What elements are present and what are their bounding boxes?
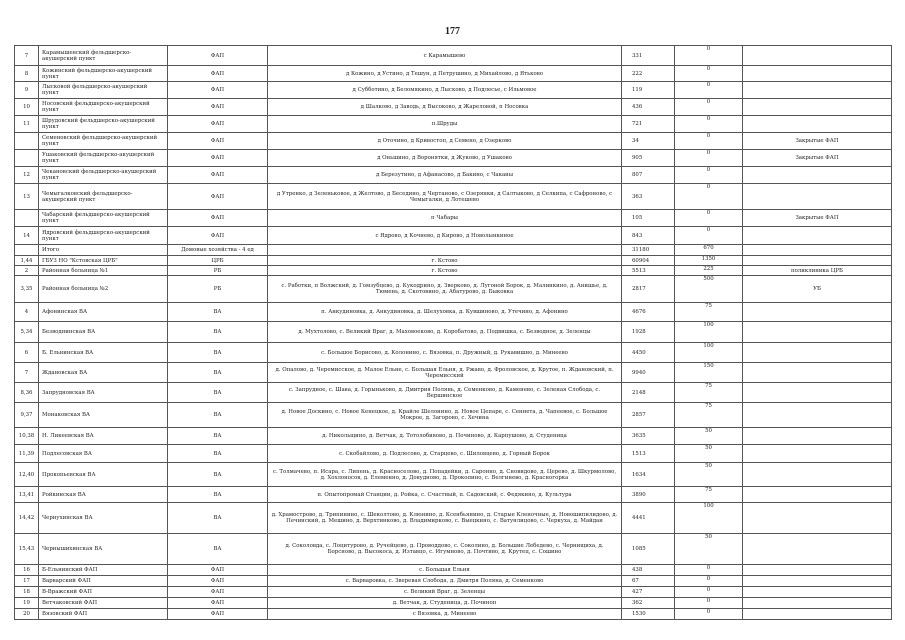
population-cell: 1928 [622,322,675,343]
served-settlements-cell: д. Мухтолово, с. Великий Враг, д. Маховоеково, д. Коробатово, д. Подвишка, с. Безводное, д. Зеленцы [268,322,622,343]
facility-name-cell: В-Вражский ФАП [39,587,168,598]
beds-count-cell: 0 [675,82,743,99]
beds-count-cell: 75 [675,303,743,322]
population-cell: 331 [622,46,675,66]
served-settlements-cell: д. Ветчак, д. Студеница, д. Починоп [268,598,622,609]
population-cell: 9940 [622,363,675,383]
population-cell: 222 [622,66,675,82]
facility-type-cell: ФАП [168,167,268,184]
note-cell [743,322,892,343]
facility-type-cell: ВА [168,463,268,487]
facility-name-cell: Варварский ФАП [39,576,168,587]
served-settlements-cell: с. Скобайлово, д. Подлесово, д. Старцево, с. Шиловцево, д. Горный Борок [268,445,622,463]
served-settlements-cell: с. Варваровка, с. Зверевая Слобода, д. Дмитря Поляна, д. Семенково [268,576,622,587]
facility-type-cell: ВА [168,383,268,403]
row-number-cell: 7 [15,46,39,66]
beds-count-cell: 0 [675,133,743,150]
population-cell: 363 [622,184,675,210]
facility-type-cell: ФАП [168,565,268,576]
table-row [15,363,892,383]
beds-count-cell: 670 [675,245,743,256]
served-settlements-cell: с Ядрово, д Кочнево, д Кирово, д Новолынкиное [268,227,622,245]
facility-type-cell: ФАП [168,587,268,598]
population-cell: 4441 [622,503,675,534]
population-cell: 67 [622,576,675,587]
row-number-cell: 11,39 [15,445,39,463]
population-cell: 2857 [622,403,675,428]
row-number-cell: 5,34 [15,322,39,343]
note-cell [743,46,892,66]
served-settlements-cell: п Чабары [268,210,622,227]
beds-count-cell: 50 [675,445,743,463]
note-cell [743,565,892,576]
beds-count-cell: 0 [675,184,743,210]
facility-name-cell: Безводнинская ВА [39,322,168,343]
row-number-cell: 6 [15,343,39,363]
served-settlements-cell: п.Шруды [268,116,622,133]
note-cell [743,445,892,463]
served-settlements-cell: с. Большая Ельня [268,565,622,576]
note-cell [743,587,892,598]
population-cell: 4450 [622,343,675,363]
beds-count-cell: 225 [675,266,743,276]
row-number-cell: 14,42 [15,503,39,534]
beds-count-cell: 0 [675,210,743,227]
row-number-cell: 18 [15,587,39,598]
note-cell [743,256,892,266]
population-cell: 1513 [622,445,675,463]
row-number-cell [15,133,39,150]
row-number-cell: 9,37 [15,403,39,428]
row-number-cell: 2 [15,266,39,276]
note-cell [743,99,892,116]
row-number-cell: 9 [15,82,39,99]
note-cell [743,82,892,99]
facility-type-cell: ВА [168,445,268,463]
served-settlements-cell: д Оточино, д Кривостоп, д Семено, д Озерково [268,133,622,150]
note-cell [743,463,892,487]
facility-name-cell: ГБУЗ НО "Кстовская ЦРБ" [39,256,168,266]
facility-name-cell: Запрудновская ВА [39,383,168,403]
table-row [15,343,892,363]
facility-type-cell: ВА [168,363,268,383]
row-number-cell: 8 [15,66,39,82]
table-row [15,487,892,503]
table-row [15,82,892,99]
facility-type-cell: ФАП [168,66,268,82]
table-row [15,210,892,227]
beds-count-cell: 0 [675,609,743,620]
row-number-cell: 11 [15,116,39,133]
population-cell: 31180 [622,245,675,256]
row-number-cell: 12 [15,167,39,184]
facility-type-cell: ВА [168,428,268,445]
beds-count-cell: 0 [675,46,743,66]
facility-name-cell: Носовский фельдшерско-акушерский пункт [39,99,168,116]
table-row [15,534,892,565]
note-cell [743,609,892,620]
table-row [15,227,892,245]
served-settlements-cell: д. Соколовда, с. Лоцитурово, д. Ручейцево, д. Проводдово, с. Соколино, д. Большие Лебедево, с. Чернищиха, д. Борсново, д. Высокоса, д. Изтавцо, с. Игумново, д. Почтиво, д. Крутец, с. Сошино [268,534,622,565]
page-number: 177 [445,26,460,37]
facility-type-cell: ФАП [168,184,268,210]
note-cell [743,576,892,587]
beds-count-cell: 0 [675,116,743,133]
served-settlements-cell: д. Храмострово, д. Трипинино, с. Шеколтово, д. Клюнино, д. Ксенбьянино, д. Старые Кленочные, д. Новошипилидово, д. Печинский, д. Мешино, д. Верхтинково, д. Владимирково, с. Выецкино, с. Ватунлицово, с. Черкуха, д. Майдан [268,503,622,534]
table-row [15,428,892,445]
served-settlements-cell: д. Новое Доскино, с. Новое Кенецкое, д. Крайле Шелонино, д. Новое Цепаре, с. Сеннета, д. Чапеевое, с. Большое Мокрое, д. Загорово, с. Хечина [268,403,622,428]
facility-name-cell: Ройкинская ВА [39,487,168,503]
population-cell: 5513 [622,266,675,276]
row-number-cell: 20 [15,609,39,620]
population-cell: 1085 [622,534,675,565]
row-number-cell: 17 [15,576,39,587]
beds-count-cell: 0 [675,587,743,598]
served-settlements-cell: г. Кстово [268,256,622,266]
population-cell: 438 [622,565,675,576]
row-number-cell [15,245,39,256]
table-row [15,463,892,487]
served-settlements-cell: с. Запрудное, с. Шава, д. Горыньково, д. Дмитрия Полянь, д. Семенково, д. Каменево, с. Зеленая Слобода, с. Вершинское [268,383,622,403]
served-settlements-cell: д Утренко, д Зеленьковое, д Желтово, д Беседино, д Чертаново, с Озерянки, д Салтыково, д Селкипа, с Сафроново, с Чемыгалки, д Лотешево [268,184,622,210]
note-cell [743,343,892,363]
table-row [15,184,892,210]
served-settlements-cell: п. Анкудиновка, д. Анкудиновка, д. Шелуховка, д. Кувшиново, д. Утечино, д. Афонино [268,303,622,322]
population-cell: 843 [622,227,675,245]
table-row [15,276,892,303]
beds-count-cell: 150 [675,363,743,383]
facility-name-cell: Н. Ликеевская ВА [39,428,168,445]
beds-count-cell: 100 [675,343,743,363]
served-settlements-cell: с Вязовка, д. Минеево [268,609,622,620]
table-row [15,116,892,133]
row-number-cell: 13,41 [15,487,39,503]
note-cell [743,428,892,445]
facility-type-cell: ФАП [168,150,268,167]
note-cell [743,227,892,245]
row-number-cell: 12,40 [15,463,39,487]
table-row [15,266,892,276]
row-number-cell: 14 [15,227,39,245]
row-number-cell [15,210,39,227]
note-cell [743,184,892,210]
beds-count-cell: 500 [675,276,743,303]
note-cell: Закрытые ФАП [743,210,892,227]
table-row [15,133,892,150]
facility-name-cell: Чабарский фельдшерско-акушерский пункт [39,210,168,227]
note-cell [743,534,892,565]
facility-name-cell: Семеновский фельдшерско-акушерский пункт [39,133,168,150]
facility-type-cell: РБ [168,276,268,303]
population-cell: 34 [622,133,675,150]
facility-name-cell: Ветчаковский ФАП [39,598,168,609]
beds-count-cell: 0 [675,150,743,167]
served-settlements-cell: д Оньшино, д Воронятки, д Жуково, д Ушаково [268,150,622,167]
beds-count-cell: 0 [675,598,743,609]
note-cell: поликлиника ЦРБ [743,266,892,276]
beds-count-cell: 0 [675,576,743,587]
facility-name-cell: Чемыгалковский фельдшерско-акушерский пункт [39,184,168,210]
table-row [15,576,892,587]
note-cell [743,245,892,256]
table-row [15,609,892,620]
facility-type-cell: РБ [168,266,268,276]
note-cell: Закрытые ФАП [743,150,892,167]
note-cell [743,66,892,82]
table-row [15,403,892,428]
population-cell: 3635 [622,428,675,445]
table-row [15,445,892,463]
table-row [15,256,892,266]
facility-type-cell: Домовые хозяйства - 4 ед [168,245,268,256]
served-settlements-cell: с. Великий Враг, д. Зеленцы [268,587,622,598]
row-number-cell: 10,38 [15,428,39,445]
row-number-cell: 7 [15,363,39,383]
note-cell: УБ [743,276,892,303]
population-cell: 1634 [622,463,675,487]
note-cell [743,363,892,383]
facility-name-cell: Ядровский фельдшерско-акушерский пункт [39,227,168,245]
population-cell: 60904 [622,256,675,266]
facility-name-cell: Районная больница №2 [39,276,168,303]
note-cell [743,303,892,322]
row-number-cell: 13 [15,184,39,210]
beds-count-cell: 50 [675,534,743,565]
population-cell: 4676 [622,303,675,322]
facility-type-cell: ВА [168,322,268,343]
beds-count-cell: 50 [675,428,743,445]
facility-name-cell: Прокопьевская ВА [39,463,168,487]
facility-type-cell: ФАП [168,576,268,587]
row-number-cell: 8,36 [15,383,39,403]
table-row [15,503,892,534]
facility-type-cell: ВА [168,534,268,565]
served-settlements-cell: д. Опалово, д. Черемисское, д. Малое Ельне, с. Большая Ельня, д. Ржаво, д. Фроловское, д. Крутое, п. Ждановский, п. Черемисский [268,363,622,383]
table-row [15,150,892,167]
population-cell: 905 [622,150,675,167]
beds-count-cell: 0 [675,66,743,82]
facility-name-cell: Чекановский фельдшерско-акушерский пункт [39,167,168,184]
facility-name-cell: Чернухинская ВА [39,503,168,534]
facility-type-cell: ВА [168,343,268,363]
table-row [15,383,892,403]
facility-type-cell: ВА [168,503,268,534]
beds-count-cell: 0 [675,227,743,245]
facility-type-cell: ФАП [168,46,268,66]
beds-count-cell: 50 [675,463,743,487]
facility-name-cell: Ушаковский фельдшерско-акушерский пункт [39,150,168,167]
table-body [15,46,892,620]
facility-name-cell: Итого [39,245,168,256]
facility-name-cell: Чернышихинская ВА [39,534,168,565]
population-cell: 807 [622,167,675,184]
served-settlements-cell: д Субботино, д Беломякино, д Лысково, д Подлесье, с Ильмовое [268,82,622,99]
facility-type-cell: ФАП [168,598,268,609]
row-number-cell: 10 [15,99,39,116]
served-settlements-cell [268,245,622,256]
population-cell: 721 [622,116,675,133]
beds-count-cell: 1350 [675,256,743,266]
served-settlements-cell: с Карамышево [268,46,622,66]
row-number-cell: 15,43 [15,534,39,565]
table-row [15,587,892,598]
population-cell: 427 [622,587,675,598]
table-row [15,245,892,256]
population-cell: 362 [622,598,675,609]
beds-count-cell: 75 [675,383,743,403]
served-settlements-cell: д. Никольщино, д. Ветчак, д. Тотолобивово, д. Починово, д. Карпушово, д. Студеница [268,428,622,445]
population-cell: 2817 [622,276,675,303]
facility-name-cell: Ждановская ВА [39,363,168,383]
facility-type-cell: ФАП [168,99,268,116]
population-cell: 1530 [622,609,675,620]
note-cell [743,167,892,184]
facility-type-cell: ФАП [168,82,268,99]
facility-name-cell: Шрудовский фельдшерско-акушерский пункт [39,116,168,133]
table-row [15,303,892,322]
facility-name-cell: Карамышевский фельдшерско-акушерский пункт [39,46,168,66]
table-row [15,99,892,116]
row-number-cell: 1,44 [15,256,39,266]
served-settlements-cell: д Березутино, д Афанасово, д Бакино, с Чаканы [268,167,622,184]
beds-count-cell: 0 [675,565,743,576]
table-row [15,598,892,609]
row-number-cell [15,150,39,167]
facility-name-cell: Вязовский ФАП [39,609,168,620]
facility-type-cell: ФАП [168,227,268,245]
row-number-cell: 3,35 [15,276,39,303]
facility-type-cell: ФАП [168,609,268,620]
population-cell: 105 [622,210,675,227]
served-settlements-cell: с. Работки, п Волжский, д. Гомзубцево, д. Кукодрино, д. Зверково, д. Лугоной Борок, д. Малинкино, д. Анишье, д. Тюмень, д. Скотовино, д. Абатурово, д. Быковка [268,276,622,303]
table-row [15,46,892,66]
facility-type-cell: ФАП [168,133,268,150]
population-cell: 2148 [622,383,675,403]
row-number-cell: 16 [15,565,39,576]
served-settlements-cell: г. Кстово [268,266,622,276]
note-cell [743,503,892,534]
facility-type-cell: ФАП [168,210,268,227]
note-cell [743,403,892,428]
facility-type-cell: ВА [168,487,268,503]
beds-count-cell: 0 [675,99,743,116]
facilities-table [14,45,892,620]
facility-name-cell: Районная больница №1 [39,266,168,276]
beds-count-cell: 75 [675,487,743,503]
served-settlements-cell: п. Опытопромай Станции, д. Ройка, с. Счастный, п. Садовский, с. Федякино, д. Культура [268,487,622,503]
beds-count-cell: 100 [675,503,743,534]
facility-type-cell: ВА [168,403,268,428]
note-cell [743,487,892,503]
facility-name-cell: Монаковская ВА [39,403,168,428]
facility-name-cell: Б-Ельнинский ФАП [39,565,168,576]
facility-name-cell: Кожинский фельдшерско-акушерский пункт [39,66,168,82]
note-cell [743,598,892,609]
facility-name-cell: Б. Ельнинская ВА [39,343,168,363]
table-row [15,565,892,576]
served-settlements-cell: д Кожино, д Устино, д Тешун, д Петрушино, д Михайлово, д Ятьково [268,66,622,82]
note-cell: Закрытые ФАП [743,133,892,150]
facility-name-cell: Лысковой фельдшерско-акушерский пункт [39,82,168,99]
row-number-cell: 19 [15,598,39,609]
row-number-cell: 4 [15,303,39,322]
facility-type-cell: ЦРБ [168,256,268,266]
facility-name-cell: Афонинская ВА [39,303,168,322]
table-row [15,66,892,82]
table-row [15,322,892,343]
facility-name-cell: Подлесовская ВА [39,445,168,463]
population-cell: 3890 [622,487,675,503]
beds-count-cell: 0 [675,167,743,184]
facility-type-cell: ВА [168,303,268,322]
beds-count-cell: 75 [675,403,743,428]
served-settlements-cell: с. Большое Борисово, д. Колонино, с. Вязовка, п. Дружный, д. Рукавишно, д. Минеево [268,343,622,363]
served-settlements-cell: д Шалково, д Заводь, д Высоково, д Жареловой, п Носовка [268,99,622,116]
note-cell [743,116,892,133]
table-row [15,167,892,184]
population-cell: 436 [622,99,675,116]
beds-count-cell: 100 [675,322,743,343]
facility-type-cell: ФАП [168,116,268,133]
note-cell [743,383,892,403]
served-settlements-cell: с. Толмачево, п. Исара, с. Липень, д. Красноселово, д. Попадейки, д. Саронно, д. Сновидово, д. Церево, д. Шкурмолово, д. Хохлоносов, д. Елеменно, д. Довудново, д. Прокопино, с. Велгинево, д. Красногорка [268,463,622,487]
population-cell: 119 [622,82,675,99]
